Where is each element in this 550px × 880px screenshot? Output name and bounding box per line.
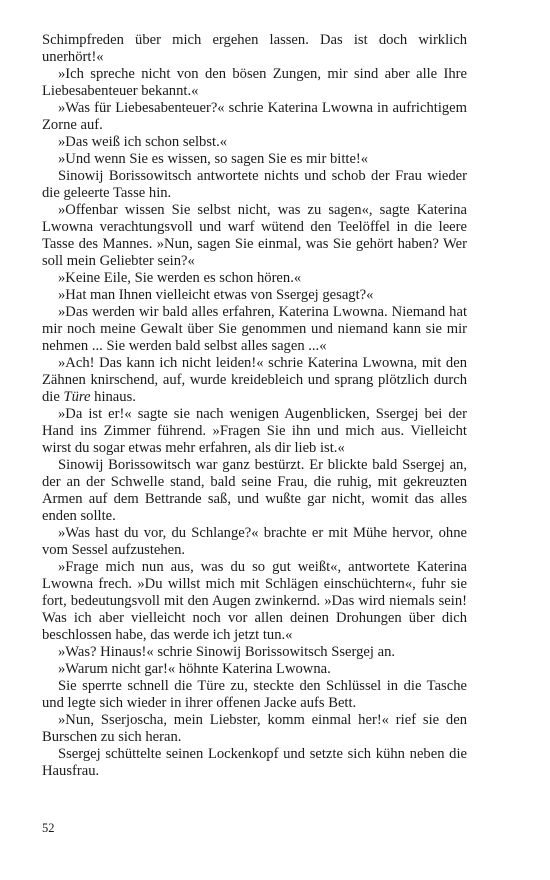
paragraph: »Ach! Das kann ich nicht leiden!« schrie Katerina Lwowna, mit den Zähnen knirschend, auf, wurde kreidebleich und sprang plötzlich durch die Türe hinaus. (42, 355, 467, 405)
paragraph: »Das weiß ich schon selbst.« (58, 134, 228, 150)
book-page-text (42, 32, 467, 780)
paragraph: Sinowij Borissowitsch war ganz bestürzt. Er blickte bald Ssergej an, der an der Schwelle stand, bald seine Frau, die ruhig, mit gekreuzten Armen auf dem Bettrande saß, und wußte gar nicht, womit das alles enden sollte. (42, 457, 467, 524)
paragraph: Schimpfreden über mich ergehen lassen. Das ist doch wirklich unerhört!« (42, 32, 467, 65)
paragraph: »Da ist er!« sagte sie nach wenigen Augenblicken, Ssergej bei der Hand ins Zimmer führend. »Fragen Sie ihn und mich aus. Vielleicht wirst du sogar etwas mehr erfahren, als dir lieb ist.« (42, 406, 467, 456)
paragraph: »Keine Eile, Sie werden es schon hören.« (58, 270, 302, 286)
paragraph: Ssergej schüttelte seinen Lockenkopf und setzte sich kühn neben die Hausfrau. (42, 746, 467, 779)
paragraph: Sie sperrte schnell die Türe zu, steckte den Schlüssel in die Tasche und legte sich wieder in ihrer offenen Jacke aufs Bett. (42, 678, 467, 711)
paragraph: »Was für Liebesabenteuer?« schrie Katerina Lwowna in aufrichtigem Zorne auf. (42, 100, 467, 133)
paragraph: »Was? Hinaus!« schrie Sinowij Borissowitsch Ssergej an. (58, 644, 396, 660)
page-number: 52 (42, 821, 55, 835)
emphasized-word: Türe (63, 389, 91, 405)
paragraph: »Hat man Ihnen vielleicht etwas von Ssergej gesagt?« (58, 287, 374, 303)
paragraph: »Nun, Sserjoscha, mein Liebster, komm einmal her!« rief sie den Burschen zu sich heran. (42, 712, 467, 745)
paragraph: »Warum nicht gar!« höhnte Katerina Lwowna. (58, 661, 331, 677)
paragraph: »Das werden wir bald alles erfahren, Katerina Lwowna. Niemand hat mir noch meine Gewalt über Sie genommen und niemand kann sie mir nehmen ... Sie werden bald selbst alles sagen ...« (42, 304, 467, 354)
paragraph: »Offenbar wissen Sie selbst nicht, was zu sagen«, sagte Katerina Lwowna verachtungsvoll und warf wütend den Teelöffel in die leere Tasse des Mannes. »Nun, sagen Sie einmal, was Sie gehört haben? Wer soll mein Geliebter sein?« (42, 202, 467, 269)
paragraph: Sinowij Borissowitsch antwortete nichts und schob der Frau wieder die geleerte Tasse hin. (42, 168, 467, 201)
paragraph: »Ich spreche nicht von den bösen Zungen, mir sind aber alle Ihre Liebesabenteuer bekannt.« (42, 66, 467, 99)
paragraph: »Was hast du vor, du Schlange?« brachte er mit Mühe hervor, ohne vom Sessel aufzustehen. (42, 525, 467, 558)
paragraph: »Und wenn Sie es wissen, so sagen Sie es mir bitte!« (58, 151, 369, 167)
paragraph: »Frage mich nun aus, was du so gut weißt«, antwortete Katerina Lwowna frech. »Du willst mich mit Schlägen einschüchtern«, fuhr sie fort, bedeutungsvoll mit den Augen zwinkernd. »Das wird niemals sein! Was ich aber vielleicht noch vor allen deinen Drohungen über dich beschlossen habe, das werde ich jetzt tun.« (42, 559, 467, 643)
